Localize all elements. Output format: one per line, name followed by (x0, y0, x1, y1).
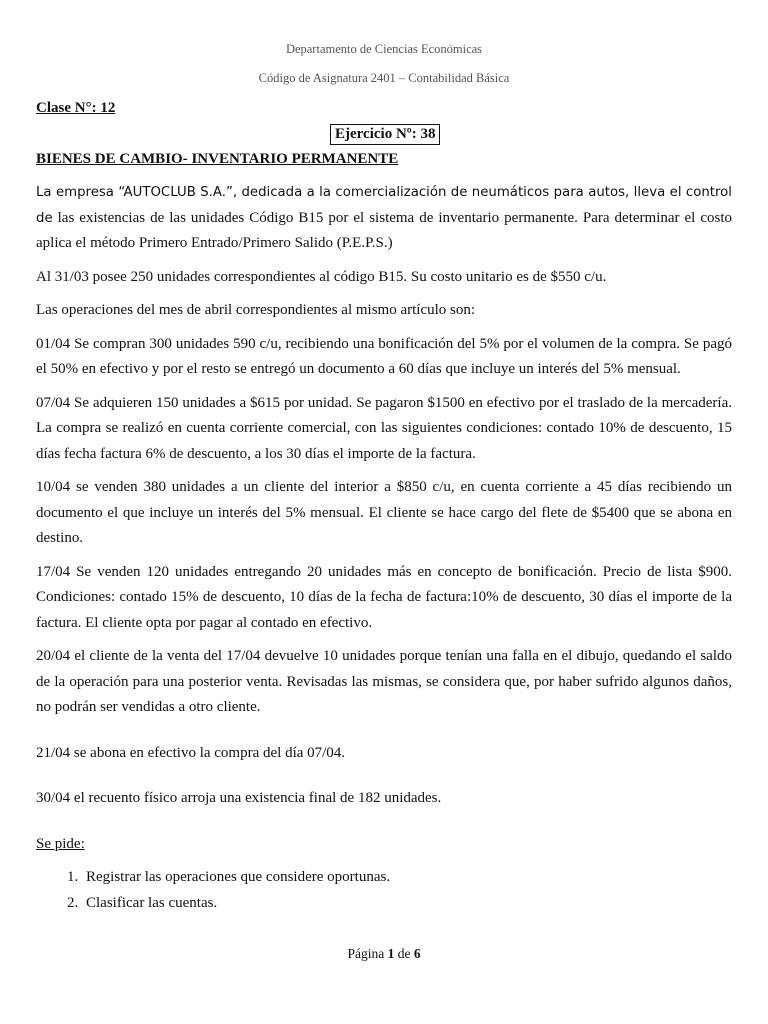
footer-page-label: Página (347, 946, 385, 961)
paragraph-op-1004: 10/04 se venden 380 unidades a un cliente del interior a $850 c/u, en cuenta corriente a 45 días recibiendo un documento el que incluye un interés del 5% mensual. El cliente se hace cargo del flete de $5400 que se abona en destino. (36, 479, 732, 546)
header-course-code: Código de Asignatura 2401 – Contabilidad Básica (258, 71, 510, 85)
paragraph-operations-intro: Las operaciones del mes de abril correspondientes al mismo artículo son: (36, 302, 476, 318)
intro-company-text: La empresa “AUTOCLUB S.A.”, dedicada a la comercialización de neumáticos para autos, lleva el control de (36, 185, 732, 226)
intro-rest-text: las existencias de las unidades Código B15 por el sistema de inventario permanente. Para determinar el costo aplica el método Primero Entrado/Primero Salido (P.E.P.S.) (36, 209, 732, 251)
header-department: Departamento de Ciencias Económicas (285, 42, 483, 56)
task-item: 2. Clasificar las cuentas. (82, 891, 732, 917)
paragraph-op-0104: 01/04 Se compran 300 unidades 590 c/u, recibiendo una bonificación del 5% por el volumen de la compra. Se pagó el 50% en efectivo y por el resto se entregó un documento a 60 días que incluye un interés del 5% mensual. (36, 335, 732, 377)
paragraph-op-1704: 17/04 Se venden 120 unidades entregando 20 unidades más en concepto de bonificación. Precio de lista $900. Condiciones: contado 15% de descuento, 10 días de la fecha de factura:10% de descuento, 30 días el importe de la factura. El cliente opta por pagar al contado en efectivo. (36, 563, 732, 631)
footer-of-label: de (397, 946, 411, 961)
se-pide-heading: Se pide: (36, 835, 85, 852)
document-page (36, 0, 732, 1024)
task-item: 1. Registrar las operaciones que considere oportunas. (82, 865, 732, 891)
class-number: Clase N°: 12 (36, 100, 116, 116)
document-body (36, 180, 732, 916)
exercise-number-box: Ejercicio Nº: 38 (330, 124, 440, 145)
document-title: BIENES DE CAMBIO- INVENTARIO PERMANENTE (36, 151, 399, 167)
paragraph-op-0704: 07/04 Se adquieren 150 unidades a $615 por unidad. Se pagaron $1500 en efectivo por el traslado de la mercadería. La compra se realizó en cuenta corriente comercial, con las siguientes condiciones: contado 10% de descuento, 15 días fecha factura 6% de descuento, a los 30 días el importe de la factura. (36, 394, 732, 462)
paragraph-op-2104: 21/04 se abona en efectivo la compra del día 07/04. (36, 744, 346, 761)
intro-paragraph (36, 180, 732, 257)
page-footer (36, 946, 732, 962)
task-list (36, 865, 732, 916)
paragraph-initial-stock: Al 31/03 posee 250 unidades correspondientes al código B15. Su costo unitario es de $550 c/u. (36, 268, 607, 285)
footer-total-pages: 6 (413, 946, 421, 961)
paragraph-op-2004: 20/04 el cliente de la venta del 17/04 devuelve 10 unidades porque tenían una falla en el dibujo, quedando el saldo de la operación para una posterior venta. Revisadas las mismas, se considera que, por haber sufrido algunos daños, no podrán ser vendidas a otro cliente. (36, 648, 732, 715)
footer-current-page: 1 (387, 946, 395, 961)
paragraph-op-3004: 30/04 el recuento físico arroja una existencia final de 182 unidades. (36, 790, 442, 806)
